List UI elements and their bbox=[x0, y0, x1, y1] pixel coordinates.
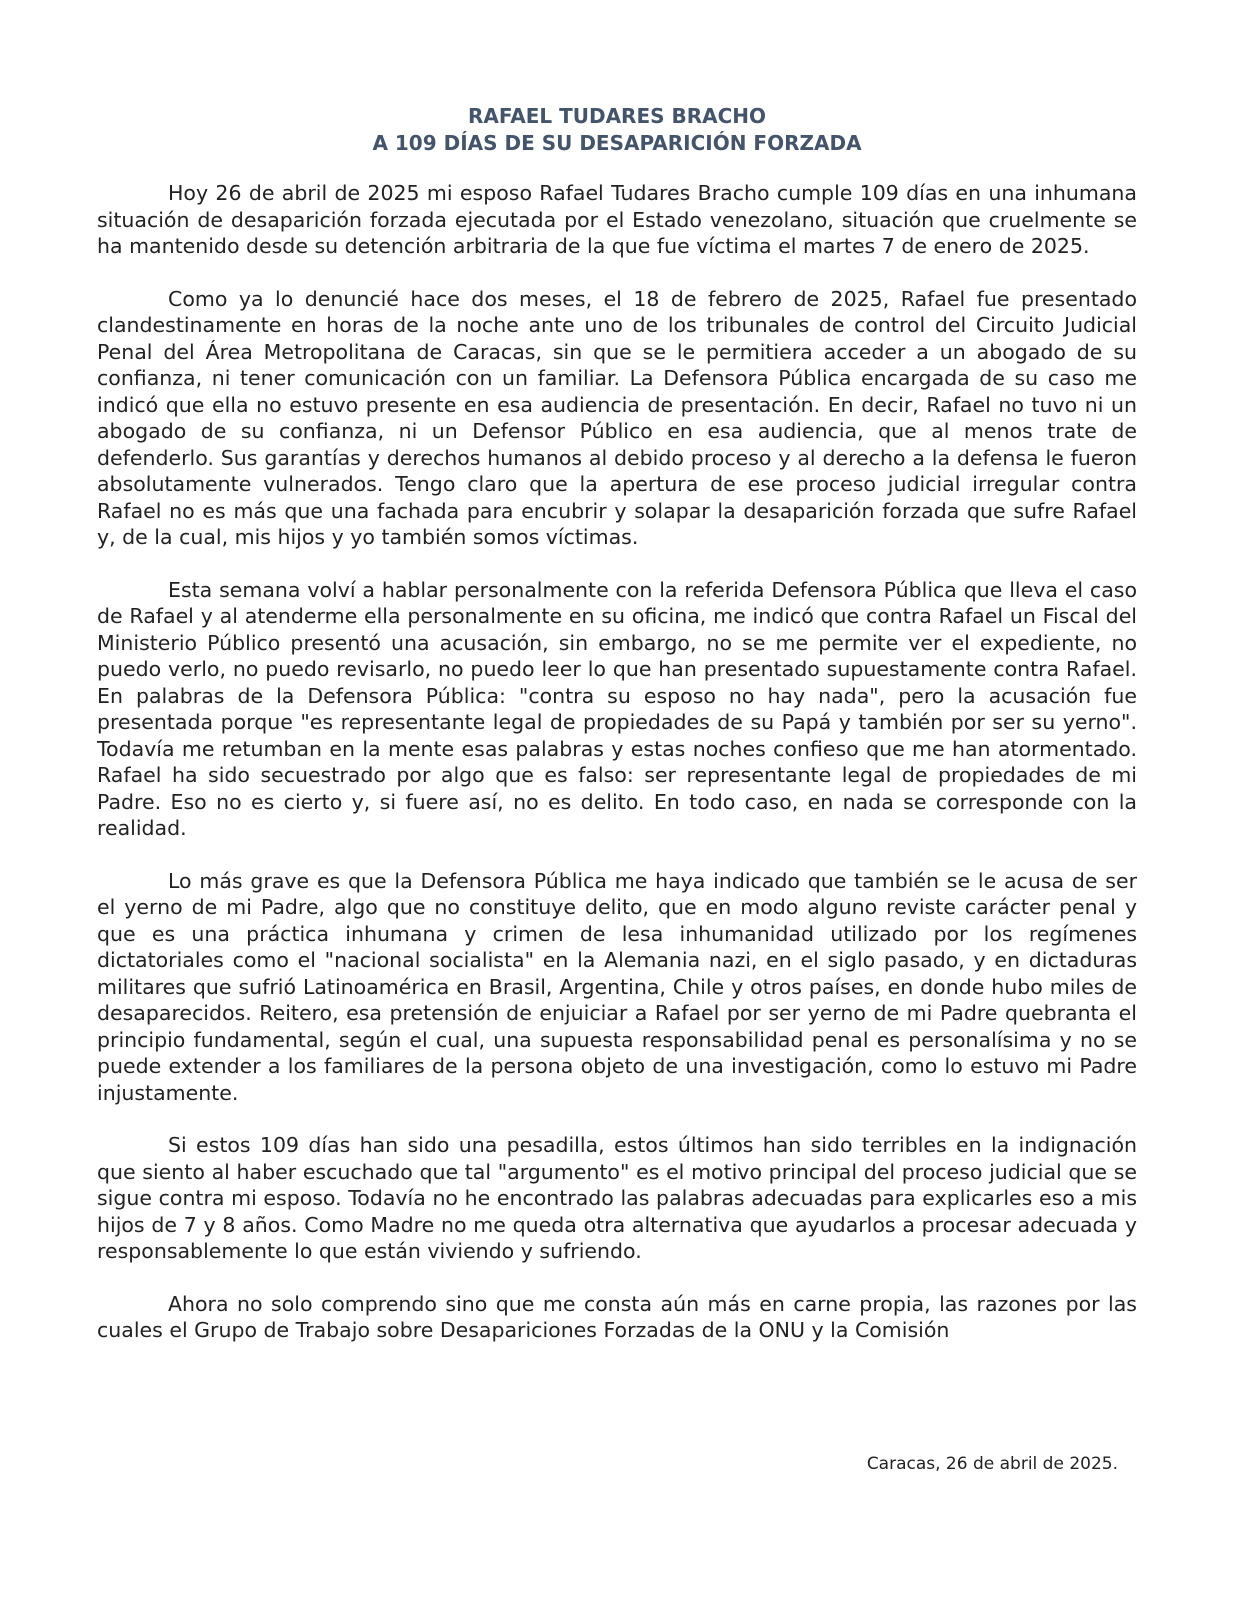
paragraph-1: Hoy 26 de abril de 2025 mi esposo Rafael Tudares Bracho cumple 109 días en una inhumana situación de desaparición forzada ejecutada por el Estado venezolano, situación que cruelmente se ha mantenido desde su detención arbitraria de la que fue víctima el martes 7 de enero de 2025. bbox=[97, 181, 1137, 258]
document-title bbox=[97, 103, 1137, 157]
paragraph-2: Como ya lo denuncié hace dos meses, el 18 de febrero de 2025, Rafael fue presentado clandestinamente en horas de la noche ante uno de los tribunales de control del Circuito Judicial Penal del Área Metropolitana de Caracas, sin que se le permitiera acceder a un abogado de su confianza, ni tener comunicación con un familiar. La Defensora Pública encargada de su caso me indicó que ella no estuvo presente en esa audiencia de presentación. En decir, Rafael no tuvo ni un abogado de su confianza, ni un Defensor Público en esa audiencia, que al menos trate de defenderlo. Sus garantías y derechos humanos al debido proceso y al derecho a la defensa le fueron absolutamente vulnerados. Tengo claro que la apertura de ese proceso judicial irregular contra Rafael no es más que una fachada para encubrir y solapar la desaparición forzada que sufre Rafael y, de la cual, mis hijos y yo también somos víctimas. bbox=[97, 286, 1137, 549]
footer-date: Caracas, 26 de abril de 2025. bbox=[866, 1454, 1118, 1474]
title-line-1: RAFAEL TUDARES BRACHO bbox=[467, 104, 767, 128]
paragraph-4: Lo más grave es que la Defensora Pública me haya indicado que también se le acusa de ser el yerno de mi Padre, algo que no constituye delito, que en modo alguno reviste carácter penal y que es una práctica inhumana y crimen de lesa inhumanidad utilizado por los regímenes dictatoriales como el "nacional socialista" en la Alemania nazi, en el siglo pasado, y en dictaduras militares que sufrió Latinoamérica en Brasil, Argentina, Chile y otros países, en donde hubo miles de desaparecidos. Reitero, esa pretensión de enjuiciar a Rafael por ser yerno de mi Padre quebranta el principio fundamental, según el cual, una supuesta responsabilidad penal es personalísima y no se puede extender a los familiares de la persona objeto de una investigación, como lo estuvo mi Padre injustamente. bbox=[97, 868, 1137, 1105]
paragraph-5: Si estos 109 días han sido una pesadilla, estos últimos han sido terribles en la indignación que siento al haber escuchado que tal "argumento" es el motivo principal del proceso judicial que se sigue contra mi esposo. Todavía no he encontrado las palabras adecuadas para explicarles eso a mis hijos de 7 y 8 años. Como Madre no me queda otra alternativa que ayudarlos a procesar adecuada y responsablemente lo que están viviendo y sufriendo. bbox=[97, 1133, 1137, 1263]
paragraph-6: Ahora no solo comprendo sino que me consta aún más en carne propia, las razones por las cuales el Grupo de Trabajo sobre Desapariciones Forzadas de la ONU y la Comisión bbox=[97, 1291, 1137, 1342]
document-body bbox=[97, 180, 1137, 1370]
title-line-2: A 109 DÍAS DE SU DESAPARICIÓN FORZADA bbox=[372, 131, 862, 155]
paragraph-3: Esta semana volví a hablar personalmente con la referida Defensora Pública que lleva el caso de Rafael y al atenderme ella personalmente en su oficina, me indicó que contra Rafael un Fiscal del Ministerio Público presentó una acusación, sin embargo, no se me permite ver el expediente, no puedo verlo, no puedo revisarlo, no puedo leer lo que han presentado supuestamente contra Rafael. En palabras de la Defensora Pública: "contra su esposo no hay nada", pero la acusación fue presentada porque "es representante legal de propiedades de su Papá y también por ser su yerno". Todavía me retumban en la mente esas palabras y estas noches confieso que me han atormentado. Rafael ha sido secuestrado por algo que es falso: ser representante legal de propiedades de mi Padre. Eso no es cierto y, si fuere así, no es delito. En todo caso, en nada se corresponde con la realidad. bbox=[97, 577, 1137, 840]
